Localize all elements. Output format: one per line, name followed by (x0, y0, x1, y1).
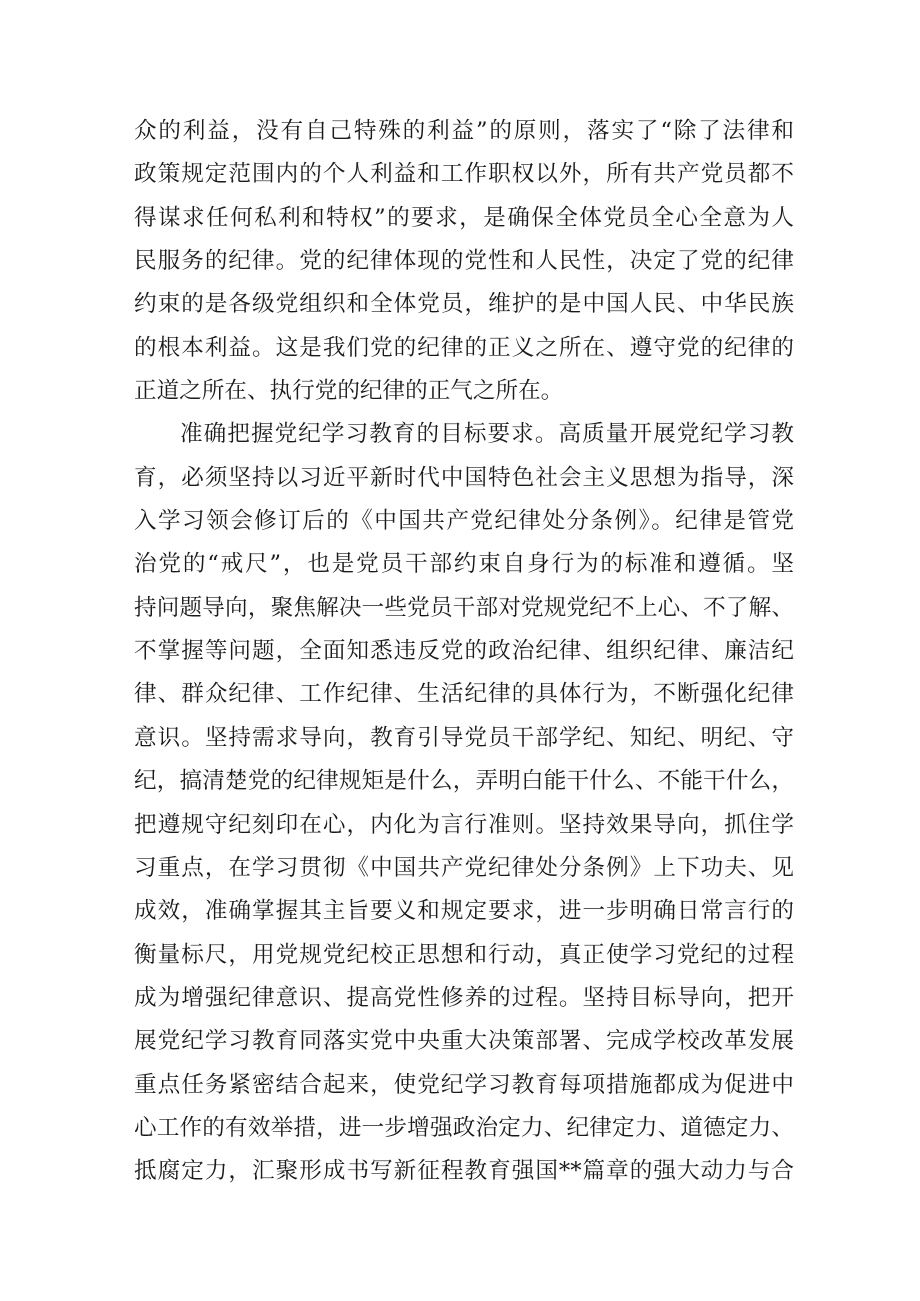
text-line: 政策规定范围内的个人利益和工作职权以外，所有共产党员都不 (134, 161, 794, 188)
text-line: 意识。坚持需求导向，教育引导党员干部学纪、知纪、明纪、守 (134, 724, 794, 751)
text-line: 民服务的纪律。党的纪律体现的党性和人民性，决定了党的纪律 (134, 248, 794, 275)
text-line: 把遵规守纪刻印在心，内化为言行准则。坚持效果导向，抓住学 (134, 811, 794, 838)
text-line: 抵腐定力，汇聚形成书写新征程教育强国**篇章的强大动力与合 (134, 1158, 794, 1185)
text-line: 展党纪学习教育同落实党中央重大决策部署、完成学校改革发展 (134, 1028, 794, 1055)
text-line: 众的利益，没有自己特殊的利益”的原则，落实了“除了法律和 (134, 118, 794, 144)
paragraph-2 (134, 413, 794, 1193)
text-line: 的根本利益。这是我们党的纪律的正义之所在、遵守党的纪律的 (134, 334, 794, 361)
text-line: 习重点，在学习贯彻《中国共产党纪律处分条例》上下功夫、见 (134, 854, 794, 881)
text-line: 心工作的有效举措，进一步增强政治定力、纪律定力、道德定力、 (134, 1114, 794, 1141)
text-line: 律、群众纪律、工作纪律、生活纪律的具体行为，不断强化纪律 (134, 681, 794, 708)
text-line: 重点任务紧密结合起来，使党纪学习教育每项措施都成为促进中 (134, 1071, 794, 1098)
text-line: 准确把握党纪学习教育的目标要求。高质量开展党纪学习教 (180, 421, 794, 448)
text-line: 纪，搞清楚党的纪律规矩是什么，弄明白能干什么、不能干什么， (134, 768, 794, 795)
text-line: 成为增强纪律意识、提高党性修养的过程。坚持目标导向，把开 (134, 984, 794, 1011)
text-line: 得谋求任何私利和特权”的要求，是确保全体党员全心全意为人 (134, 204, 794, 231)
body-text (134, 110, 794, 1194)
text-line: 持问题导向，聚焦解决一些党员干部对党规党纪不上心、不了解、 (134, 594, 794, 621)
text-line: 入学习领会修订后的《中国共产党纪律处分条例》。纪律是管党 (134, 508, 794, 535)
text-line: 治党的“戒尺”，也是党员干部约束自身行为的标准和遵循。坚 (134, 551, 794, 578)
text-line: 衡量标尺，用党规党纪校正思想和行动，真正使学习党纪的过程 (134, 941, 794, 968)
text-line: 正道之所在、执行党的纪律的正气之所在。 (134, 378, 564, 405)
text-line: 不掌握等问题，全面知悉违反党的政治纪律、组织纪律、廉洁纪 (134, 638, 794, 665)
text-line: 育，必须坚持以习近平新时代中国特色社会主义思想为指导，深 (134, 464, 794, 491)
text-line: 约束的是各级党组织和全体党员，维护的是中国人民、中华民族 (134, 291, 794, 318)
paragraph-1 (134, 110, 794, 413)
text-line: 成效，准确掌握其主旨要义和规定要求，进一步明确日常言行的 (134, 898, 794, 925)
